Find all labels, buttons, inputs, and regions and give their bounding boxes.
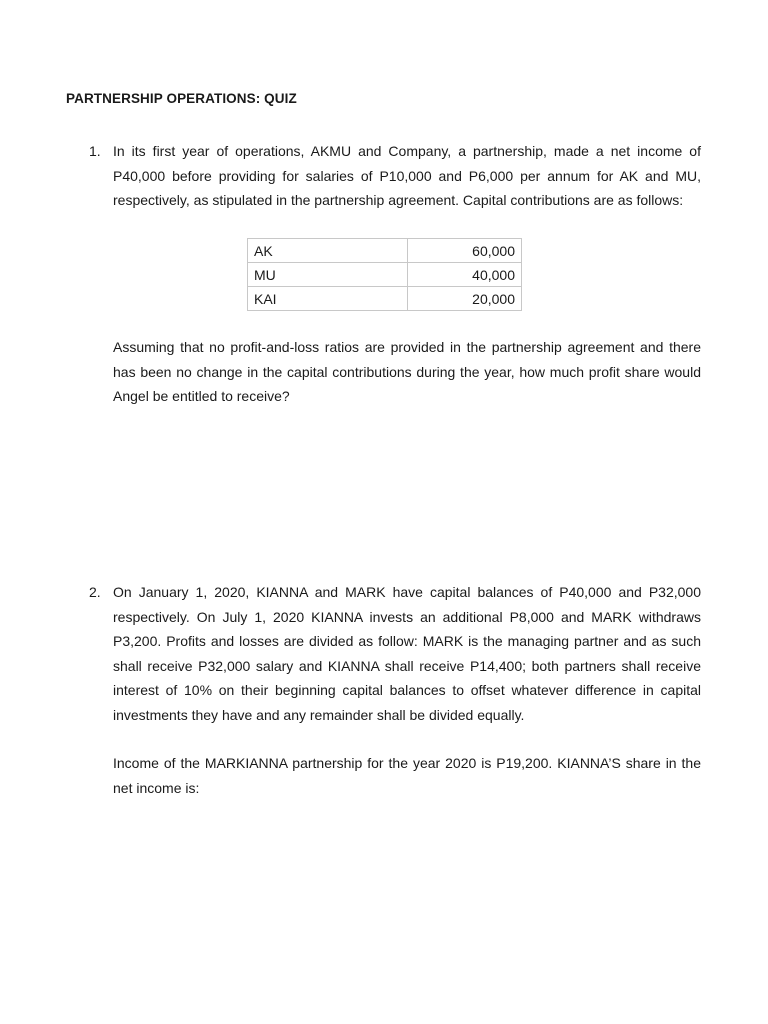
question-2-text: On January 1, 2020, KIANNA and MARK have capital balances of P40,000 and P32,000 respectively. On July 1, 2020 KIANNA invests an additional P8,000 and MARK withdraws P3,200. Profits and losses are divided as follow: MARK is the managing partner and as such shall receive P32,000 salary and KIANNA shall receive P14,400; both partners shall receive interest of 10% on their beginning capital balances to offset whatever difference in capital investments they have and any remainder shall be divided equally. bbox=[113, 584, 701, 723]
question-1 bbox=[89, 139, 701, 213]
question-2 bbox=[89, 580, 701, 727]
table-row bbox=[248, 263, 522, 287]
capital-contributions-table bbox=[247, 238, 522, 311]
question-1-follow-up: Assuming that no profit-and-loss ratios are provided in the partnership agreement and there has been no change in the capital contributions during the year, how much profit share would Angel be entitled to receive? bbox=[113, 339, 701, 404]
question-2-number: 2. bbox=[89, 584, 101, 600]
partner-capital: 60,000 bbox=[408, 239, 522, 263]
partner-capital: 40,000 bbox=[408, 263, 522, 287]
question-1-number: 1. bbox=[89, 143, 101, 159]
partner-name: MU bbox=[248, 263, 408, 287]
page-title: PARTNERSHIP OPERATIONS: QUIZ bbox=[66, 91, 297, 106]
partner-name: AK bbox=[248, 239, 408, 263]
question-2-follow-up: Income of the MARKIANNA partnership for the year 2020 is P19,200. KIANNA’S share in the net income is: bbox=[113, 755, 701, 796]
partner-capital: 20,000 bbox=[408, 287, 522, 311]
question-1-text: In its first year of operations, AKMU and Company, a partnership, made a net income of P40,000 before providing for salaries of P10,000 and P6,000 per annum for AK and MU, respectively, as stipulated in the partnership agreement. Capital contributions are as follows: bbox=[113, 143, 701, 208]
table-row bbox=[248, 287, 522, 311]
table-row bbox=[248, 239, 522, 263]
partner-name: KAI bbox=[248, 287, 408, 311]
